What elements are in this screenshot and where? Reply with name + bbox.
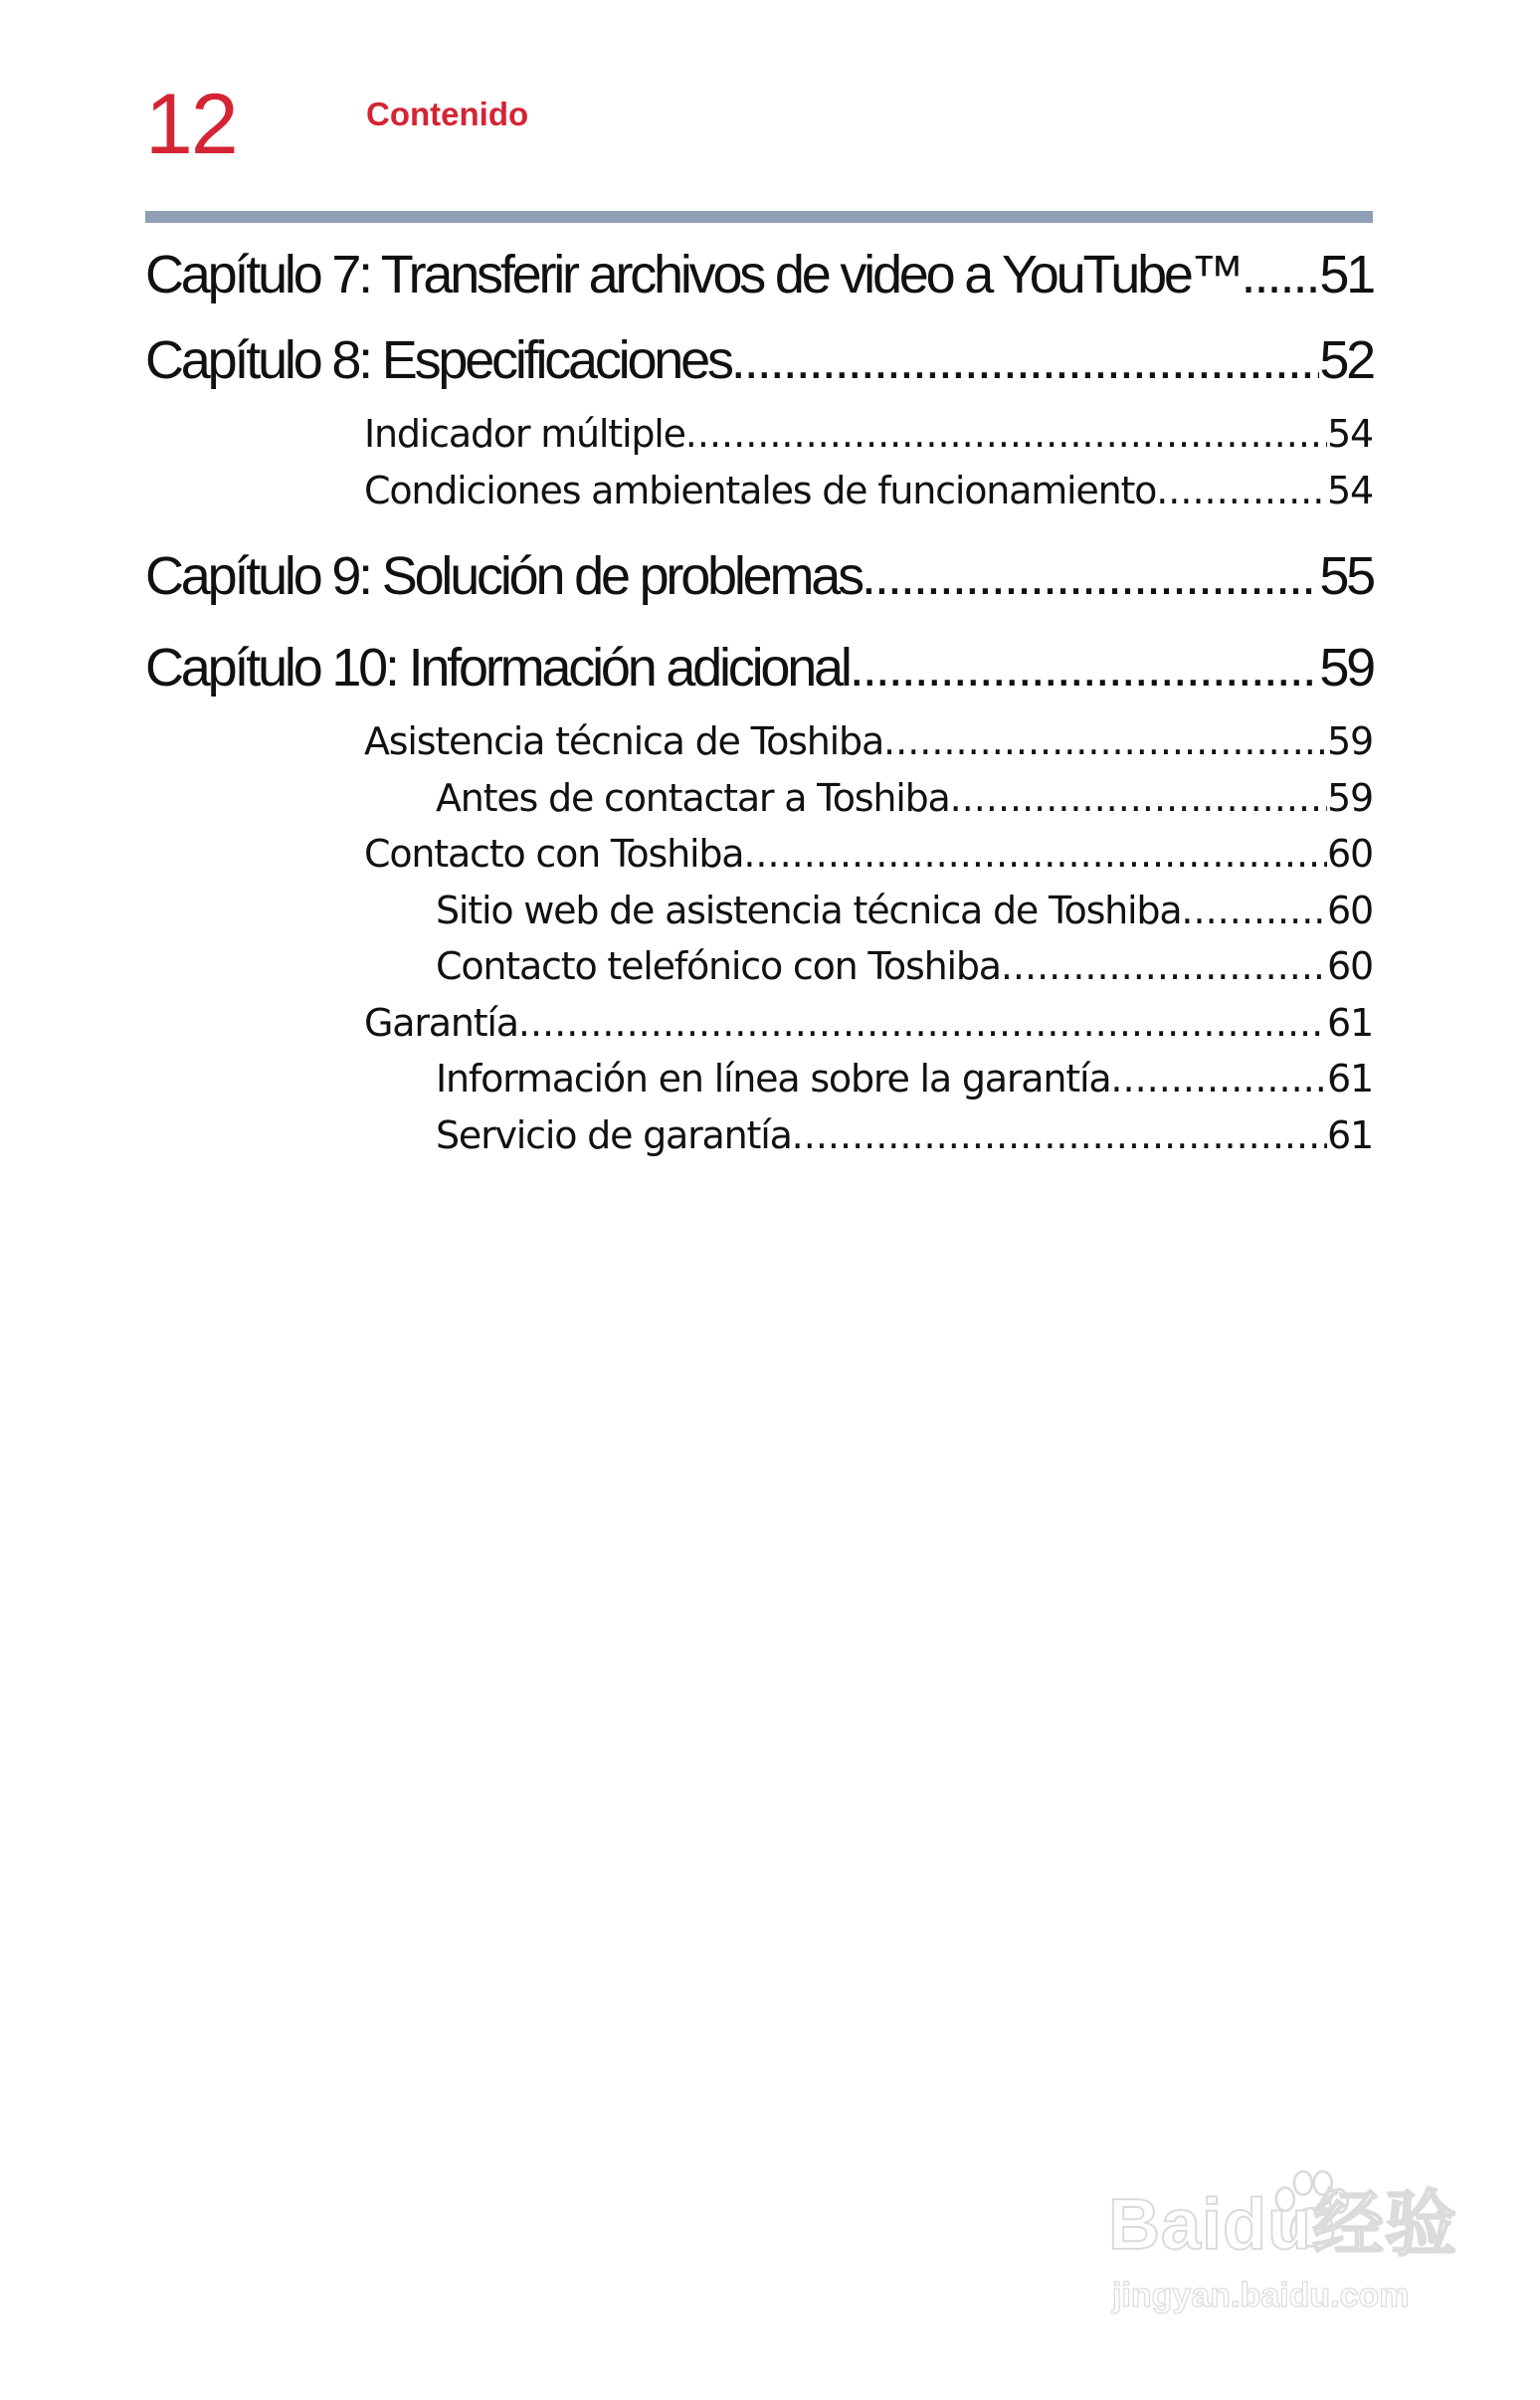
- toc-entry-contacto-telefonico[interactable]: [145, 938, 1373, 995]
- toc-entry-title: Servicio de garantía: [436, 1112, 792, 1157]
- toc-entry-title: Asistencia técnica de Toshiba: [364, 719, 884, 763]
- toc-entry-page: 54: [1327, 468, 1373, 512]
- toc-leader-dots: [685, 406, 1327, 463]
- toc-entry-title: Sitio web de asistencia técnica de Toshiba: [436, 888, 1182, 932]
- toc-leader-dots: [1156, 463, 1327, 519]
- toc-entry-garantia[interactable]: [145, 995, 1373, 1052]
- toc-leader-dots: [743, 826, 1327, 883]
- toc-entry-chapter-8[interactable]: [145, 314, 1373, 406]
- toc-entry-title: Capítulo 10: Información adicional: [145, 638, 850, 698]
- toc-entry-page: 60: [1327, 832, 1373, 876]
- toc-entry-page: 60: [1327, 944, 1373, 988]
- toc-leader-dots: [883, 713, 1327, 770]
- page-number: 12: [145, 77, 237, 172]
- toc-entry-page: 55: [1319, 546, 1373, 606]
- toc-entry-title: Indicador múltiple: [364, 412, 685, 456]
- toc-entry-chapter-10[interactable]: [145, 622, 1373, 713]
- toc-leader-dots: [950, 770, 1327, 827]
- toc-leader-dots: [850, 622, 1320, 713]
- toc-entry-indicador-multiple[interactable]: [145, 406, 1373, 463]
- toc-entry-page: 54: [1327, 412, 1373, 456]
- toc-leader-dots: [1242, 235, 1320, 314]
- toc-entry-sitio-web[interactable]: [145, 883, 1373, 939]
- table-of-contents: [145, 235, 1373, 1163]
- header-divider: [145, 211, 1373, 223]
- toc-entry-page: 59: [1319, 638, 1373, 698]
- running-header-title: Contenido: [366, 96, 529, 132]
- toc-leader-dots: [1001, 938, 1327, 995]
- toc-leader-dots: [731, 314, 1320, 406]
- toc-entry-page: 61: [1327, 1112, 1373, 1157]
- toc-entry-chapter-9[interactable]: [145, 530, 1373, 622]
- toc-entry-page: 61: [1327, 1000, 1373, 1045]
- toc-entry-title: Capítulo 7: Transferir archivos de video a YouTube™: [145, 245, 1242, 304]
- toc-entry-title: Antes de contactar a Toshiba: [436, 775, 950, 820]
- baidu-watermark: [1108, 2185, 1466, 2318]
- toc-entry-title: Contacto con Toshiba: [364, 832, 744, 876]
- toc-entry-page: 61: [1327, 1057, 1373, 1100]
- toc-leader-dots: [1110, 1051, 1327, 1107]
- toc-entry-contacto-con-toshiba[interactable]: [145, 826, 1373, 883]
- toc-leader-dots: [862, 530, 1319, 622]
- watermark-brand-text: Baidu经验: [1108, 2185, 1458, 2265]
- toc-entry-page: 59: [1327, 719, 1373, 763]
- toc-entry-title: Condiciones ambientales de funcionamiento: [364, 468, 1157, 512]
- toc-leader-dots: [518, 995, 1327, 1052]
- toc-entry-title: Contacto telefónico con Toshiba: [436, 944, 1001, 988]
- toc-entry-page: 52: [1319, 330, 1373, 390]
- toc-entry-title: Capítulo 9: Solución de problemas: [145, 546, 862, 606]
- toc-entry-page: 51: [1319, 245, 1373, 304]
- toc-entry-title: Garantía: [364, 1000, 518, 1045]
- toc-entry-page: 60: [1327, 888, 1373, 932]
- toc-leader-dots: [1181, 883, 1327, 939]
- toc-entry-antes-de-contactar[interactable]: [145, 770, 1373, 827]
- toc-entry-chapter-7[interactable]: [145, 235, 1373, 314]
- toc-entry-condiciones-ambientales[interactable]: [145, 463, 1373, 519]
- toc-entry-asistencia-tecnica[interactable]: [145, 713, 1373, 770]
- toc-entry-servicio-de-garantia[interactable]: [145, 1107, 1373, 1164]
- toc-entry-title: Capítulo 8: Especificaciones: [145, 330, 731, 390]
- toc-entry-title: Información en línea sobre la garantía: [436, 1057, 1111, 1100]
- watermark-url-text: jingyan.baidu.com: [1112, 2277, 1410, 2314]
- toc-entry-informacion-en-linea[interactable]: [145, 1051, 1373, 1107]
- toc-leader-dots: [792, 1107, 1327, 1164]
- toc-entry-page: 59: [1327, 775, 1373, 820]
